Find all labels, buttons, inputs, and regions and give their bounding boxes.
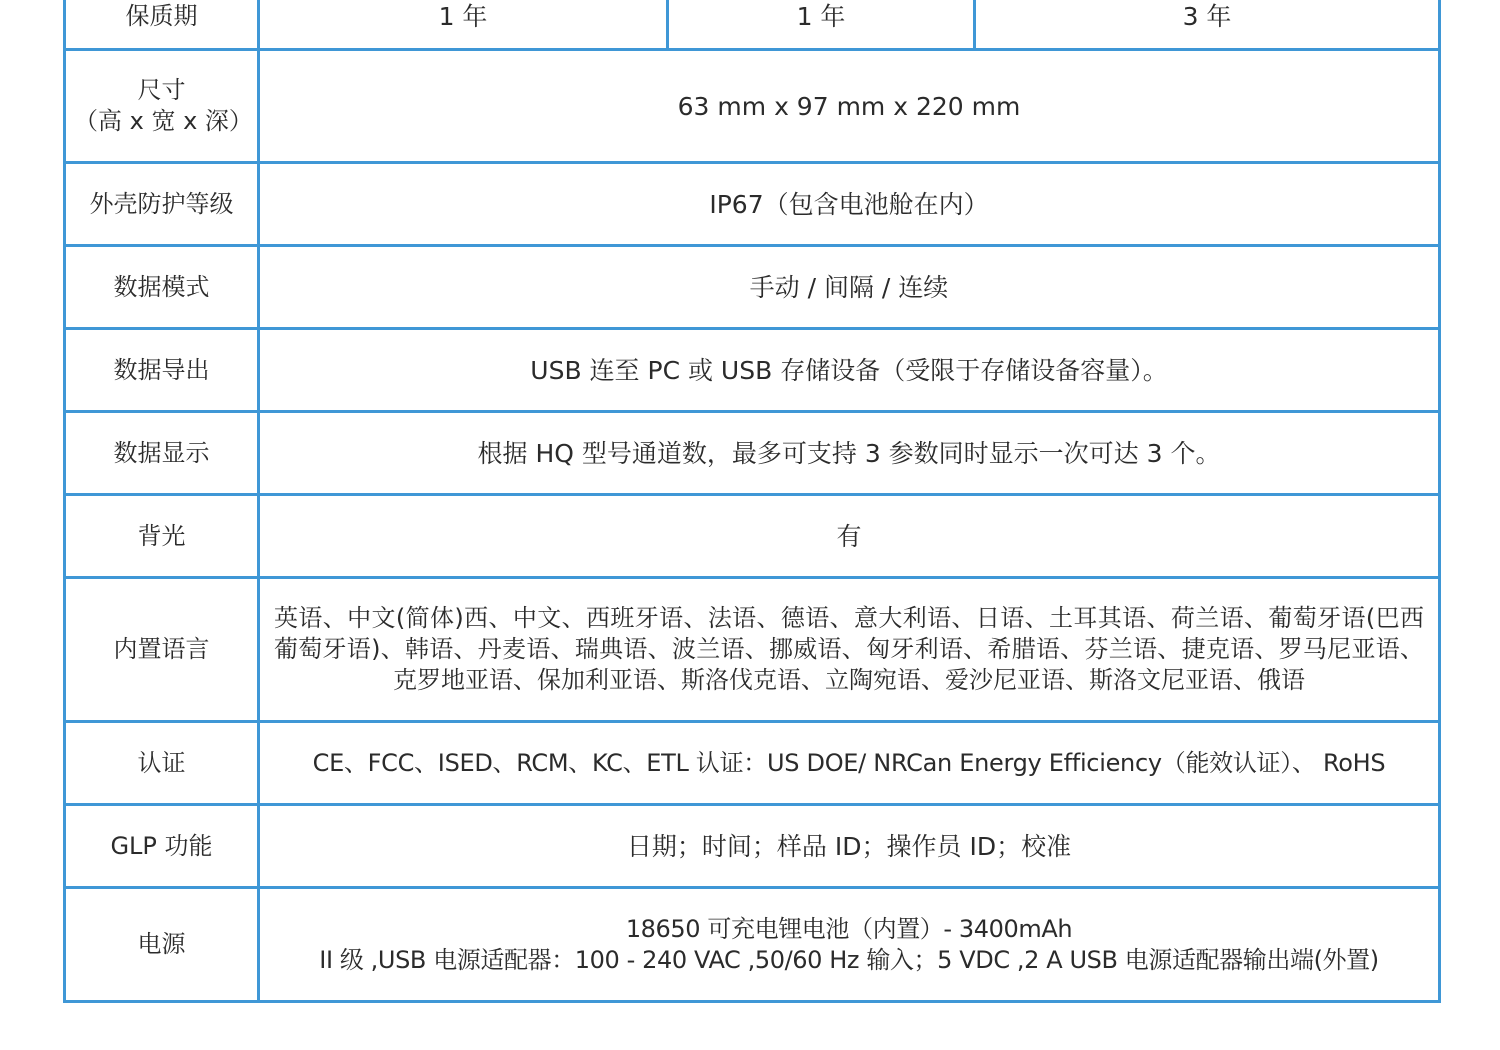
row-label — [65, 163, 259, 246]
table-row-data-export — [65, 329, 1440, 412]
table-row-data-display — [65, 412, 1440, 495]
table-row-warranty — [65, 0, 1440, 50]
spec-table — [63, 0, 1441, 1003]
table-row-backlight — [65, 495, 1440, 578]
row-value: 63 mm x 97 mm x 220 mm — [259, 50, 1440, 163]
row-label-text: 数据导出 — [113, 355, 210, 384]
row-value: 根据 HQ 型号通道数，最多可支持 3 参数同时显示一次可达 3 个。 — [259, 412, 1440, 495]
table-row-power — [65, 888, 1440, 1002]
row-label — [65, 329, 259, 412]
row-label — [65, 0, 259, 50]
row-label — [65, 412, 259, 495]
row-label — [65, 246, 259, 329]
row-value — [259, 888, 1440, 1002]
row-label-text: 尺寸 — [137, 76, 186, 104]
row-label-text: 保质期 — [125, 2, 198, 30]
row-value: 有 — [259, 495, 1440, 578]
row-value: 英语、中文(简体)西、中文、西班牙语、法语、德语、意大利语、日语、土耳其语、荷兰语、葡萄牙语(巴西葡萄牙语)、韩语、丹麦语、瑞典语、波兰语、挪威语、匈牙利语、希腊语、芬兰语、捷克语、罗马尼亚语、克罗地亚语、保加利亚语、斯洛伐克语、立陶宛语、爱沙尼亚语、斯洛文尼亚语、俄语 — [259, 578, 1440, 722]
row-label-text: 内置语言 — [113, 635, 210, 663]
table-row-data-mode — [65, 246, 1440, 329]
row-label — [65, 888, 259, 1002]
row-value: USB 连至 PC 或 USB 存储设备（受限于存储设备容量）。 — [259, 329, 1440, 412]
row-value: CE、FCC、ISED、RCM、KC、ETL 认证：US DOE/ NRCan Energy Efficiency（能效认证）、 RoHS — [259, 722, 1440, 805]
table-row-dimensions — [65, 50, 1440, 163]
table-row-languages — [65, 578, 1440, 722]
warranty-value-2: 1 年 — [668, 0, 975, 50]
row-label — [65, 805, 259, 888]
row-label-text: 电源 — [137, 930, 186, 958]
row-label-text: 数据显示 — [113, 438, 210, 467]
row-label-text: 背光 — [137, 521, 186, 550]
row-value: 手动 / 间隔 / 连续 — [259, 246, 1440, 329]
power-line-battery: 18650 可充电锂电池（内置）- 3400mAh — [625, 914, 1073, 943]
table-row-glp — [65, 805, 1440, 888]
table-row-ip-rating — [65, 163, 1440, 246]
row-value: 日期；时间；样品 ID；操作员 ID；校准 — [259, 805, 1440, 888]
row-label-text: 认证 — [137, 748, 186, 777]
row-label — [65, 50, 259, 163]
power-line-adapter: II 级 ,USB 电源适配器：100 - 240 VAC ,50/60 Hz 输入；5 VDC ,2 A USB 电源适配器输出端(外置) — [319, 945, 1379, 974]
row-label-text: 数据模式 — [113, 272, 210, 301]
table-row-certification — [65, 722, 1440, 805]
warranty-value-3: 3 年 — [975, 0, 1440, 50]
row-label — [65, 578, 259, 722]
row-label-subtext: （高 x 宽 x 深） — [74, 107, 253, 135]
warranty-value-1: 1 年 — [259, 0, 668, 50]
row-label-text: GLP 功能 — [110, 831, 213, 860]
row-label — [65, 495, 259, 578]
row-value: IP67（包含电池舱在内） — [259, 163, 1440, 246]
row-label — [65, 722, 259, 805]
row-label-text: 外壳防护等级 — [89, 189, 234, 218]
